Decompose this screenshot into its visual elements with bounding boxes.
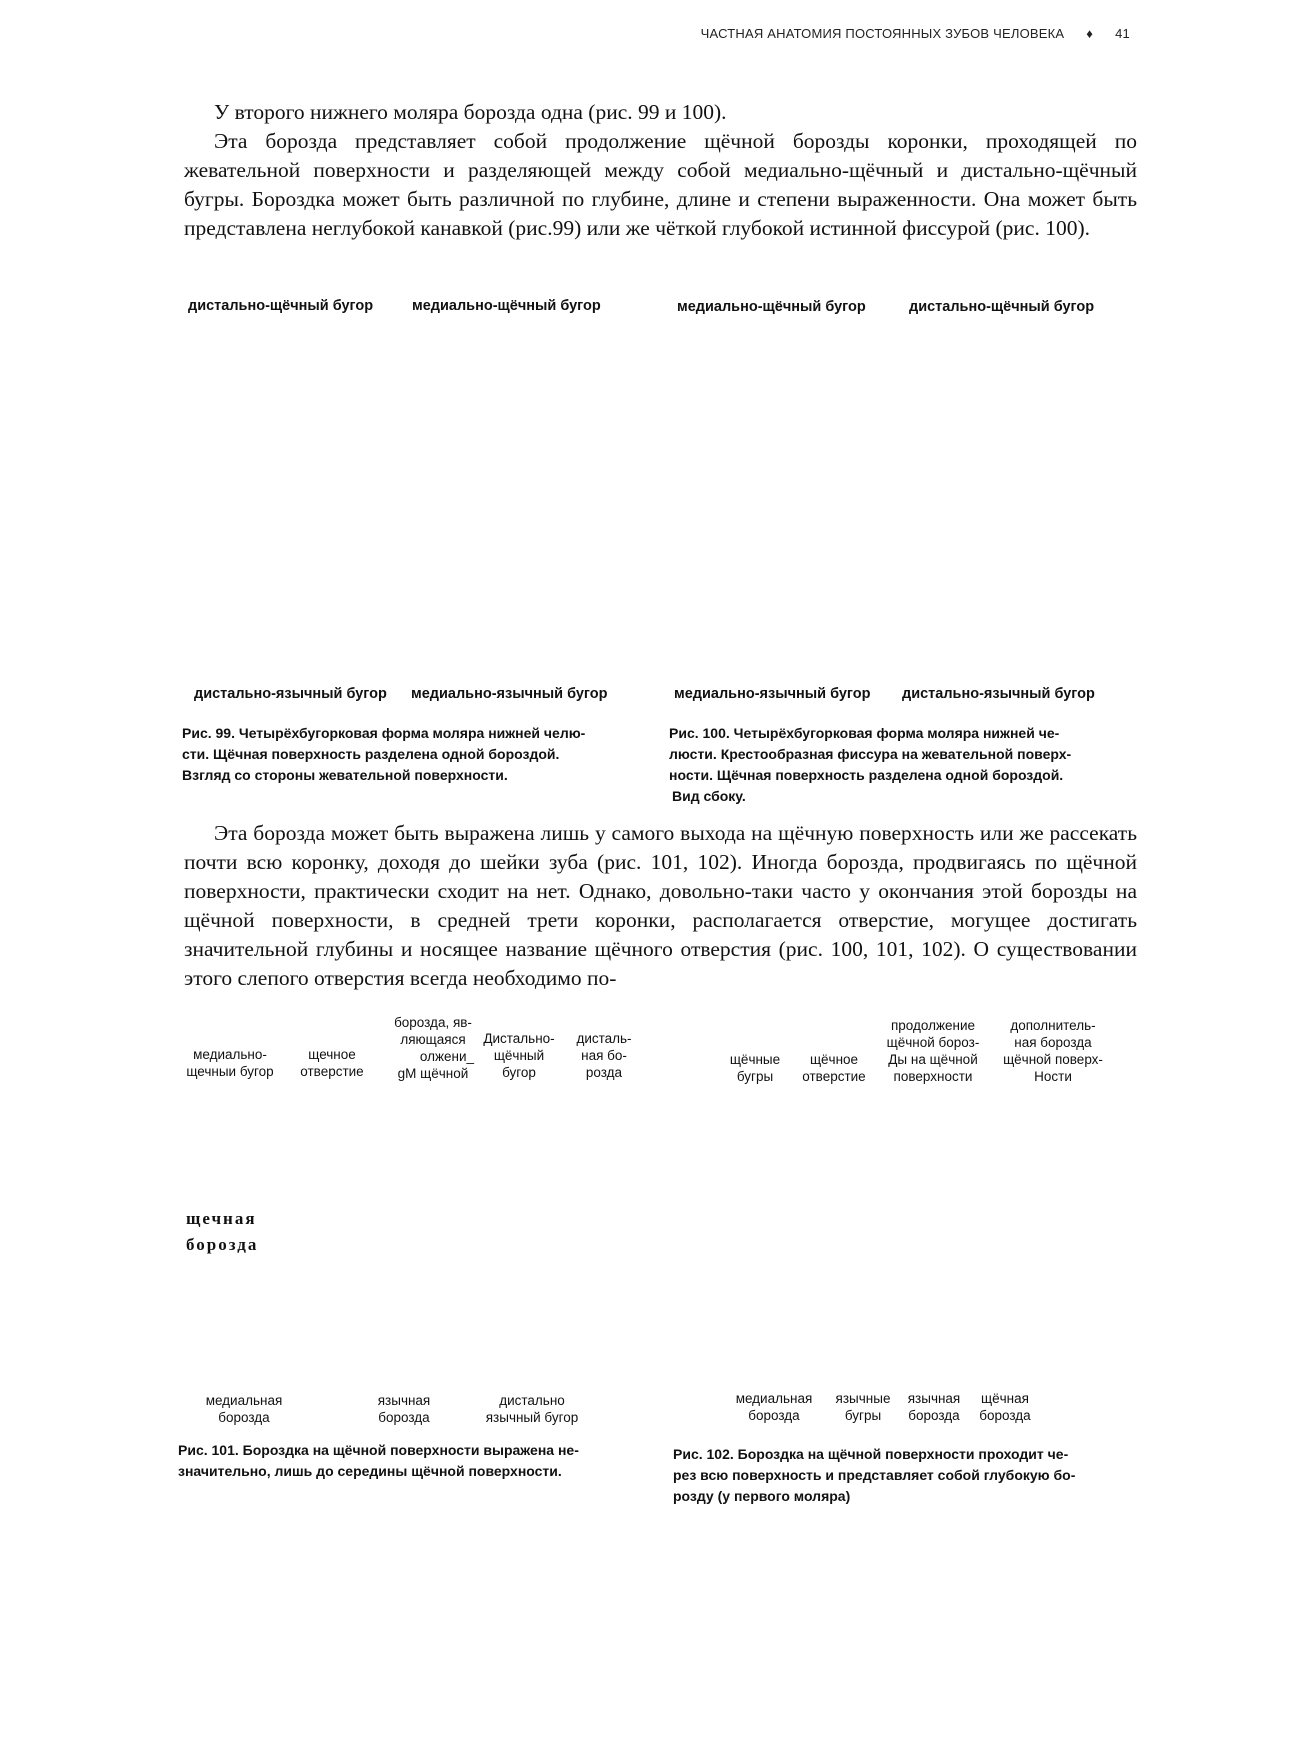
paragraph-groove — [184, 127, 1137, 243]
label-line: язычные — [835, 1391, 891, 1406]
label-line: щёчной бороз- — [886, 1035, 980, 1050]
fig99-caption — [182, 723, 640, 786]
fig101-label-lingual-groove — [364, 1392, 444, 1426]
fig102-caption-line: рез всю поверхность и представляет собой глубокую бо- — [673, 1467, 1076, 1483]
label-line: борозда, яв- — [394, 1015, 472, 1030]
fig102-label-buccal-groove — [970, 1390, 1040, 1424]
label-line: Ды на щёчной — [888, 1052, 978, 1067]
label-line: бугор — [502, 1065, 536, 1080]
label-line: отверстие — [802, 1069, 866, 1084]
fig100-label-distal-buccal-cusp: дистально-щёчный бугор — [909, 299, 1095, 315]
label-line: щечная — [186, 1209, 257, 1228]
label-line: медиальная — [735, 1391, 813, 1406]
label-line: борозда — [908, 1408, 960, 1423]
fig101-label-distal-lingual-cusp — [476, 1392, 588, 1426]
fig102-label-additional-groove — [992, 1017, 1114, 1085]
label-line: дисталь- — [576, 1031, 632, 1046]
label-line: поверхности — [893, 1069, 973, 1084]
fig99-caption-line: Рис. 99. Четырёхбугорковая форма моляра нижней челю- — [182, 725, 586, 741]
bullet-glyph: ♦ — [1086, 26, 1094, 41]
fig100-caption-line: Вид сбоку. — [672, 788, 746, 804]
paragraph-groove-text: Эта борозда представляет собой продолжение щёчной борозды коронки, проходящей по жевательной поверхности и разделяющей между собой медиально-щёчный и дистально-щёчный бугры. Бороздка может быть различной по глубине, длине и степени выраженности. Она может быть представлена неглубокой канавкой (рис.99) или же чёткой глубокой истинной фиссурой (рис. 100). — [184, 129, 1137, 240]
fig101-label-mesial-buccal-cusp — [170, 1046, 290, 1080]
label-line: щёчный — [493, 1048, 545, 1063]
label-line: борозда — [218, 1410, 270, 1425]
fig101-label-distal-groove — [566, 1030, 642, 1081]
fig102-label-lingual-groove — [898, 1390, 970, 1424]
running-header — [660, 26, 1130, 41]
paragraph-intro-line1: У второго нижнего моляра борозда одна (рис. 99 и 100). — [214, 100, 727, 124]
label-line: медиальная — [205, 1393, 283, 1408]
label-line: язычная — [907, 1391, 961, 1406]
fig101-caption-line: Рис. 101. Бороздка на щёчной поверхности выражена не- — [178, 1442, 579, 1458]
fig100-label-mesial-buccal-cusp: медиально-щёчный бугор — [677, 299, 866, 315]
label-line: ляющаяся — [400, 1032, 466, 1047]
fig100-label-distal-lingual-cusp: дистально-язычный бугор — [902, 686, 1095, 702]
label-line: ная бо- — [581, 1048, 627, 1063]
paragraph-intro — [184, 98, 1137, 127]
fig101-label-mesial-groove — [194, 1392, 294, 1426]
label-line: щёчные — [729, 1052, 781, 1067]
fig102-label-buccal-cusps — [720, 1051, 790, 1085]
paragraph-buccal-pit — [184, 819, 1137, 993]
fig100-caption-line: Рис. 100. Четырёхбугорковая форма моляра нижней че- — [669, 725, 1060, 741]
fig99-label-distal-lingual-cusp: дистально-язычный бугор — [194, 686, 387, 702]
fig100-caption — [669, 723, 1131, 807]
label-line: борозда — [378, 1410, 430, 1425]
label-line: дистально — [499, 1393, 565, 1408]
label-line: розда — [585, 1065, 623, 1080]
fig102-label-buccal-pit — [794, 1051, 874, 1085]
label-line: борозда — [186, 1235, 259, 1254]
fig102-caption-line: Рис. 102. Бороздка на щёчной поверхности проходит че- — [673, 1446, 1069, 1462]
paragraph-buccal-pit-text: Эта борозда может быть выражена лишь у самого выхода на щёчную поверхность или же рассекать почти всю коронку, доходя до шейки зуба (рис. 101, 102). Иногда борозда, продвигаясь по щёчной поверхности, практически сходит на нет. Однако, довольно-таки часто у окончания этой борозды на щёчной поверхности, в средней трети коронки, располагается отверстие, могущее достигать значительной глубины и носящее название щёчного отверстия (рис. 100, 101, 102). О существовании этого слепого отверстия всегда необходимо по- — [184, 821, 1137, 990]
running-title: ЧАСТНАЯ АНАТОМИЯ ПОСТОЯННЫХ ЗУБОВ ЧЕЛОВЕКА — [700, 26, 1065, 41]
label-line: язычный бугор — [485, 1410, 579, 1425]
label-line: борозда — [979, 1408, 1031, 1423]
label-line: дополнитель- — [1010, 1018, 1096, 1033]
label-line: медиально- — [193, 1047, 267, 1062]
fig99-label-mesial-lingual-cusp: медиально-язычный бугор — [411, 686, 608, 702]
label-line: щёчная — [981, 1391, 1029, 1406]
fig102-label-groove-continuation — [878, 1017, 988, 1085]
label-line: бугры — [844, 1408, 882, 1423]
fig101-label-buccal-pit — [292, 1046, 372, 1080]
label-line: щечныи бугор — [186, 1064, 274, 1079]
fig99-caption-line: Взгляд со стороны жевательной поверхности. — [182, 767, 508, 783]
fig99-caption-line: сти. Щёчная поверхность разделена одной бороздой. — [182, 746, 560, 762]
fig99-label-distal-buccal-cusp: дистально-щёчный бугор — [188, 298, 374, 314]
fig101-label-buccal-groove — [186, 1206, 258, 1258]
fig101-label-distal-buccal-cusp — [478, 1030, 560, 1081]
label-line: щёчной поверх- — [1003, 1052, 1103, 1067]
label-line: Дистально- — [483, 1031, 555, 1046]
label-line: борозда — [748, 1408, 800, 1423]
fig101-caption — [178, 1440, 640, 1482]
fig102-label-mesial-groove — [728, 1390, 820, 1424]
fig99-label-mesial-buccal-cusp: медиально-щёчный бугор — [412, 298, 601, 314]
fig100-caption-line: ности. Щёчная поверхность разделена одной бороздой. — [669, 767, 1064, 783]
label-line: продолжение — [890, 1018, 976, 1033]
label-line: gM щёчной — [397, 1066, 469, 1081]
fig100-label-mesial-lingual-cusp: медиально-язычный бугор — [674, 686, 871, 702]
label-line: олжени_ — [419, 1049, 475, 1064]
label-line: бугры — [736, 1069, 774, 1084]
label-line: язычная — [377, 1393, 431, 1408]
fig102-label-lingual-cusps — [828, 1390, 898, 1424]
fig100-caption-line: люсти. Крестообразная фиссура на жевательной поверх- — [669, 746, 1072, 762]
label-line: щечное — [308, 1047, 356, 1062]
fig102-caption — [673, 1444, 1133, 1507]
label-line: Ности — [1034, 1069, 1072, 1084]
fig102-caption-line: розду (у первого моляра) — [673, 1488, 851, 1504]
page-number: 41 — [1115, 26, 1130, 41]
fig101-caption-line: значительно, лишь до середины щёчной поверхности. — [178, 1463, 562, 1479]
label-line: ная борозда — [1014, 1035, 1092, 1050]
label-line: щёчное — [809, 1052, 859, 1067]
fig101-label-groove-continuation — [378, 1014, 488, 1082]
label-line: отверстие — [300, 1064, 364, 1079]
